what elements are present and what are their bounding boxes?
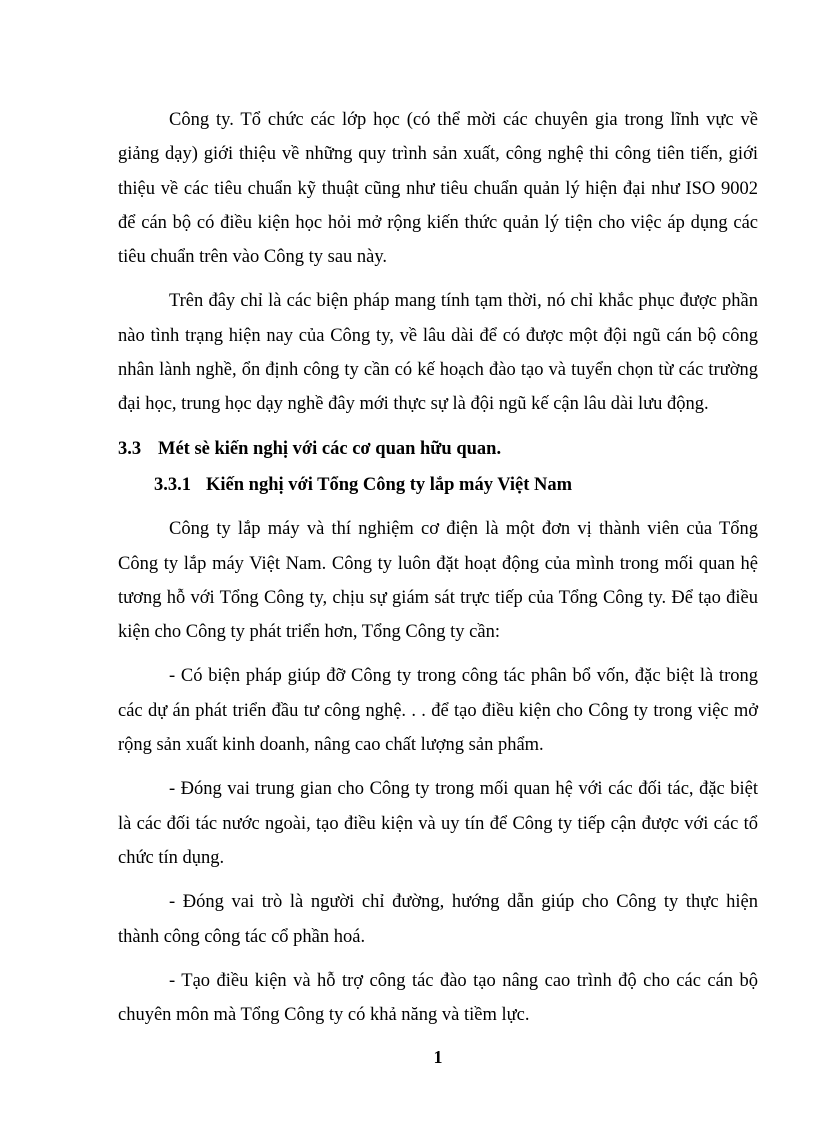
section-number: 3.3 <box>118 438 142 459</box>
page-number: 1 <box>433 1047 443 1067</box>
paragraph-company-intro: Công ty lắp máy và thí nghiệm cơ điện là một đơn vị thành viên của Tổng Công ty lắp máy Việt Nam. Công ty luôn đặt hoạt động của mình trong mối quan hệ tương hỗ với Tổng Công ty, chịu sự giám sát trực tiếp của Tổng Công ty. Để tạo điều kiện cho Công ty phát triển hơn, Tổng Công ty cần: <box>118 519 758 643</box>
section-heading <box>118 432 758 466</box>
document-body <box>118 103 758 1042</box>
list-item-intermediary-role: - Đóng vai trung gian cho Công ty trong mối quan hệ với các đối tác, đặc biệt là các đối tác nước ngoài, tạo điều kiện và uy tín để Công ty tiếp cận được với các tổ chức tín dụng. <box>118 779 758 868</box>
subsection-number: 3.3.1 <box>154 474 191 495</box>
subsection-heading <box>118 468 758 502</box>
list-item-equitization-guidance: - Đóng vai trò là người chỉ đường, hướng dẫn giúp cho Công ty thực hiện thành công công tác cổ phần hoá. <box>118 892 758 947</box>
section-title: Mét sè kiến nghị với các cơ quan hữu quan. <box>158 438 502 459</box>
paragraph-training-classes: Công ty. Tổ chức các lớp học (có thể mời các chuyên gia trong lĩnh vực về giảng dạy) giới thiệu về những quy trình sản xuất, công nghệ thi công tiên tiến, giới thiệu về các tiêu chuẩn kỹ thuật cũng như tiêu chuẩn quản lý hiện đại như ISO 9002 để cán bộ có điều kiện học hỏi mở rộng kiến thức quản lý tiện cho việc áp dụng các tiêu chuẩn trên vào Công ty sau này. <box>118 110 758 268</box>
list-item-capital-allocation: - Có biện pháp giúp đỡ Công ty trong công tác phân bổ vốn, đặc biệt là trong các dự án phát triển đầu tư công nghệ. . . để tạo điều kiện cho Công ty trong việc mở rộng sản xuất kinh doanh, nâng cao chất lượng sản phẩm. <box>118 666 758 756</box>
paragraph-temporary-measures: Trên đây chỉ là các biện pháp mang tính tạm thời, nó chỉ khắc phục được phần nào tình trạng hiện nay của Công ty, về lâu dài để có được một đội ngũ cán bộ công nhân lành nghề, ổn định công ty cần có kế hoạch đào tạo và tuyển chọn từ các trường đại học, trung học dạy nghề đây mới thực sự là đội ngũ kế cận lâu dài lưu động. <box>118 291 758 415</box>
list-item-training-support: - Tạo điều kiện và hỗ trợ công tác đào tạo nâng cao trình độ cho các cán bộ chuyên môn mà Tổng Công ty có khả năng và tiềm lực. <box>118 970 758 1026</box>
subsection-title: Kiến nghị với Tổng Công ty lắp máy Việt Nam <box>206 474 573 495</box>
